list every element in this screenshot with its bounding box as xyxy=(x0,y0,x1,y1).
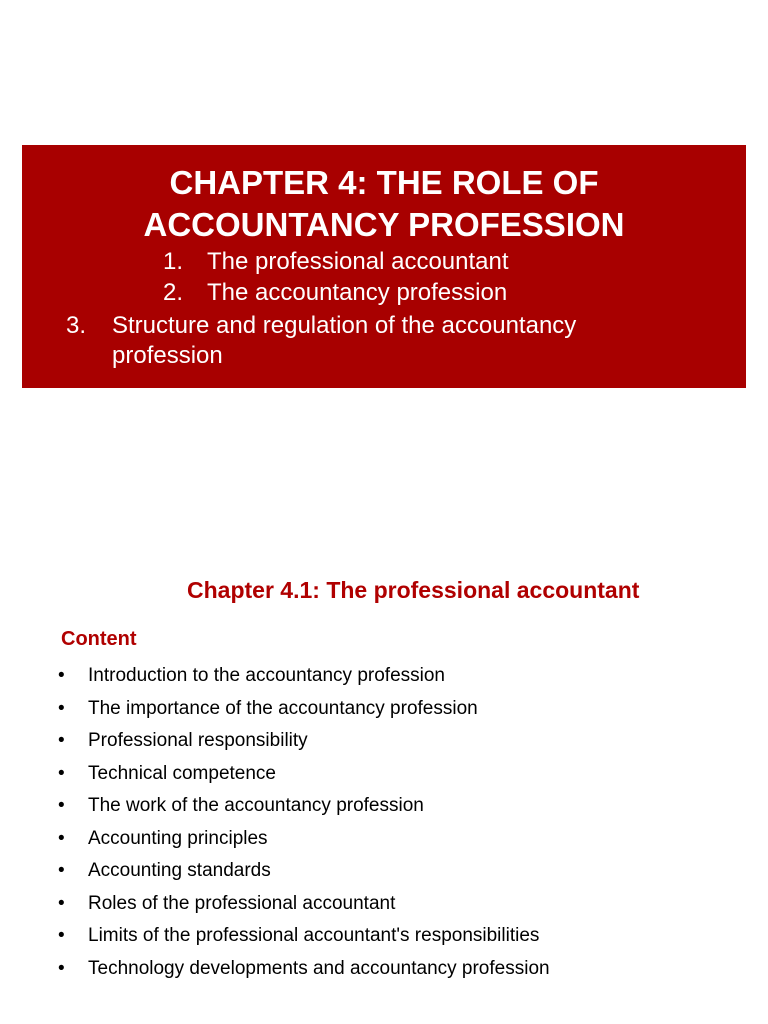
list-item-text: Roles of the professional accountant xyxy=(88,892,396,914)
bullet-icon: • xyxy=(58,925,65,946)
toc-item-text: The professional accountant xyxy=(207,248,509,275)
toc-item-text: Structure and regulation of the accountancy profession xyxy=(112,312,577,369)
bullet-icon: • xyxy=(58,762,65,784)
list-item-text: The importance of the accountancy profession xyxy=(88,697,478,719)
bullet-icon: • xyxy=(58,795,65,816)
list-item-text: Limits of the professional accountant's responsibilities xyxy=(88,925,540,946)
chapter-title-line-2: ACCOUNTANCY PROFESSION xyxy=(143,206,625,243)
section-title: Chapter 4.1: The professional accountant xyxy=(187,577,640,603)
toc-item-number: 1. xyxy=(163,248,184,275)
bullet-icon: • xyxy=(58,730,65,751)
list-item-text: The work of the accountancy profession xyxy=(88,795,424,816)
list-item-text: Professional responsibility xyxy=(88,730,308,751)
bullet-icon: • xyxy=(58,957,65,979)
list-item-text: Technology developments and accountancy profession xyxy=(88,957,550,979)
toc-item-number: 3. xyxy=(66,312,87,339)
bullet-icon: • xyxy=(58,860,65,881)
bullet-icon: • xyxy=(58,697,65,719)
list-item-text: Introduction to the accountancy profession xyxy=(88,665,446,686)
bullet-icon: • xyxy=(58,892,65,914)
chapter-title-line-1: CHAPTER 4: THE ROLE OF xyxy=(169,164,599,201)
list-item-text: Technical competence xyxy=(88,762,276,784)
toc-item-text: The accountancy profession xyxy=(207,279,508,306)
bullet-icon: • xyxy=(58,665,65,686)
bullet-icon: • xyxy=(58,827,65,849)
list-item-text: Accounting standards xyxy=(88,860,271,881)
content-heading: Content xyxy=(61,628,137,650)
list-item-text: Accounting principles xyxy=(88,827,268,849)
toc-item-number: 2. xyxy=(163,279,184,306)
